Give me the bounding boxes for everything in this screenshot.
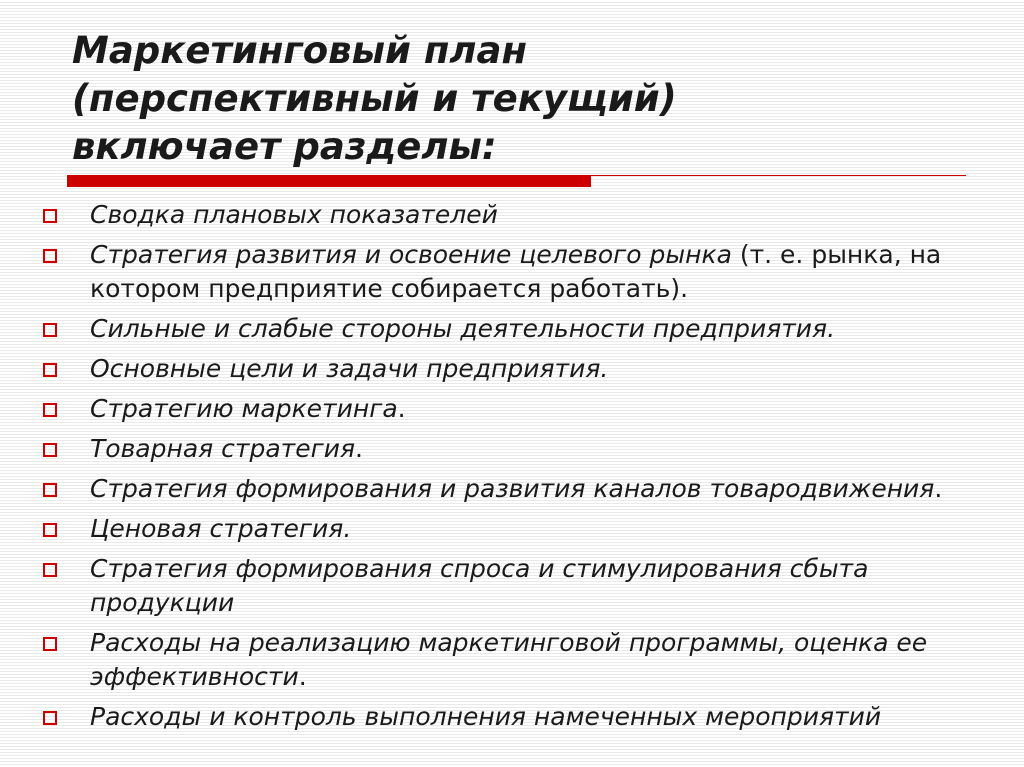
hollow-square-bullet-icon [43,637,57,651]
bullet-text-rest: . [934,474,943,503]
bullet-item [40,432,1000,466]
hollow-square-bullet-icon [43,403,57,417]
bullet-text-main: Расходы и контроль выполнения намеченных мероприятий [90,702,882,731]
hollow-square-bullet-icon [43,209,57,223]
bullet-text [90,394,406,423]
bullet-text-main: Стратегия формирования и развития каналов товародвижения [90,474,935,503]
title-underline-thick [67,175,591,187]
hollow-square-bullet-icon [43,711,57,725]
bullet-text-main: Ценовая стратегия. [90,514,352,543]
bullet-text-main: Сильные и слабые стороны деятельности предприятия. [90,314,836,343]
slide-title-line: (перспективный и текущий) [72,77,677,120]
bullet-item [40,352,1000,386]
bullet-text-rest: . [298,662,307,691]
bullet-text [90,200,498,229]
bullet-text-main: Стратегия развития и освоение целевого рынка [90,240,732,269]
bullet-text [90,702,881,731]
bullet-text [90,314,835,343]
bullet-list [40,198,1000,740]
bullet-item [40,238,1000,306]
hollow-square-bullet-icon [43,523,57,537]
bullet-text [90,554,868,617]
bullet-text-main: Расходы на реализацию маркетинговой программы, оценка ее эффективности [90,628,928,691]
bullet-item [40,392,1000,426]
bullet-text [90,354,608,383]
bullet-text-main: Стратегия формирования спроса и стимулирования сбыта продукции [90,554,869,617]
bullet-text [90,628,927,691]
hollow-square-bullet-icon [43,363,57,377]
bullet-text [90,514,351,543]
bullet-item [40,312,1000,346]
hollow-square-bullet-icon [43,483,57,497]
bullet-text-main: Сводка плановых показателей [90,200,498,229]
bullet-text [90,434,363,463]
slide-title-line: Маркетинговый план [72,29,528,72]
bullet-text-rest: (т. е. рынка, на котором предприятие собирается работать). [90,240,942,303]
bullet-text-main: Основные цели и задачи предприятия. [90,354,609,383]
title-underline-thin [591,175,966,176]
bullet-item [40,552,1000,620]
slide-title-line: включает разделы: [72,125,497,168]
bullet-text-main: Стратегию маркетинга [90,394,398,423]
hollow-square-bullet-icon [43,563,57,577]
hollow-square-bullet-icon [43,249,57,263]
bullet-item [40,626,1000,694]
bullet-text [90,474,942,503]
bullet-item [40,472,1000,506]
bullet-item [40,512,1000,546]
bullet-text [90,240,941,303]
bullet-item [40,700,1000,734]
bullet-text-rest: . [355,434,363,463]
slide-title [72,27,972,171]
hollow-square-bullet-icon [43,323,57,337]
bullet-text-rest: . [397,394,406,423]
bullet-item [40,198,1000,232]
bullet-text-main: Товарная стратегия [90,434,356,463]
hollow-square-bullet-icon [43,443,57,457]
